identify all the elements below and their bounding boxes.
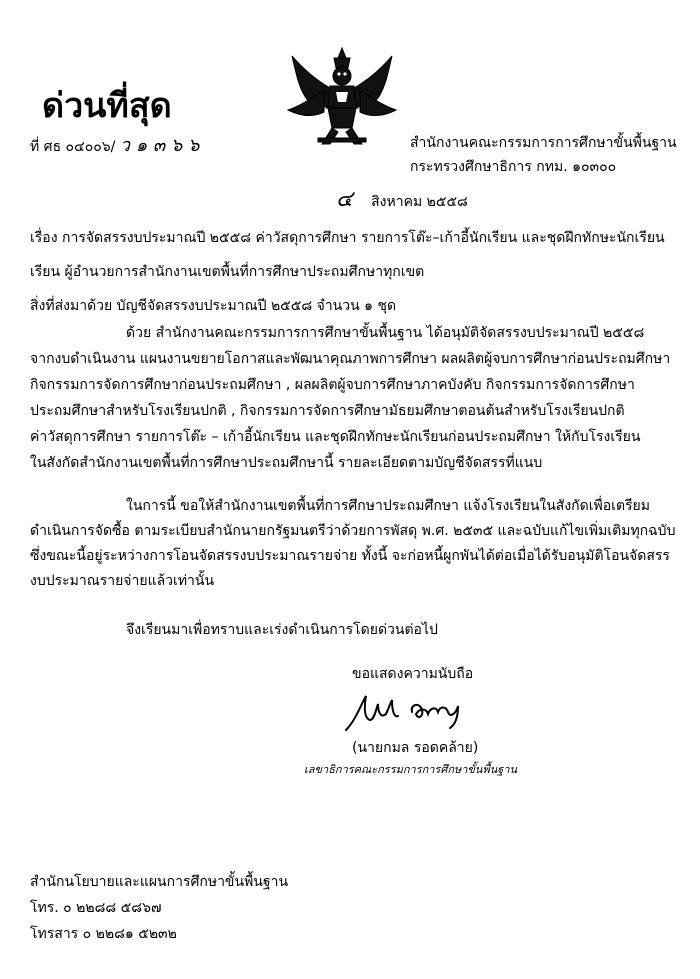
paragraph-line: ซึ่งขณะนี้อยู่ระหว่างการโอนจัดสรรงบประมาณรายจ่าย ทั้งนี้ จะก่อหนี้ผูกพันได้ต่อเมื่อได้รับอนุมัติโอนจัดสรร [30,548,670,564]
regards-line: ขอแสดงความนับถือ [352,666,474,682]
paragraph-line: ในสังกัดสำนักงานเขตพื้นที่การศึกษาประถมศึกษานี้ รายละเอียดตามบัญชีจัดสรรที่แนบ [30,455,543,471]
body-paragraph-1 [30,320,670,476]
paragraph-line: ดำเนินการจัดซื้อ ตามระเบียบสำนักนายกรัฐมนตรีว่าด้วยการพัสดุ พ.ศ. ๒๕๓๕ และฉบับแก้ไขเพิ่มเติมทุกฉบับ [30,523,676,539]
urgency-heading: ด่วนที่สุด [42,86,172,126]
document-number-handwritten: ว ๑ ๓ ๖ ๖ [119,135,200,156]
date-day-handwritten: ๔ [336,187,353,212]
letter-date [336,187,468,212]
document-number-prefix: ที่ ศธ ๐๔๐๐๖/ [30,139,116,155]
footer-telephone: โทร. ๐ ๒๒๘๘ ๕๘๖๗ [30,900,162,916]
paragraph-line: ด้วย สำนักงานคณะกรรมการการศึกษาขั้นพื้นฐาน ได้อนุมัติจัดสรรงบประมาณปี ๒๕๕๘ [126,325,645,341]
signer-name: (นายกมล รอดคล้าย) [352,740,479,756]
paragraph-line: ค่าวัสดุการศึกษา รายการโต๊ะ – เก้าอี้นักเรียน และชุดฝึกทักษะนักเรียนก่อนประถมศึกษา ให้กับโรงเรียน [30,429,641,445]
recipient-line: เรียน ผู้อำนวยการสำนักงานเขตพื้นที่การศึกษาประถมศึกษาทุกเขต [30,264,425,280]
enclosure-line: สิ่งที่ส่งมาด้วย บัญชีจัดสรรงบประมาณปี ๒๕๕๘ จำนวน ๑ ชุด [30,298,397,314]
signer-title: เลขาธิการคณะกรรมการการศึกษาขั้นพื้นฐาน [304,763,517,776]
signature-graphic [340,690,490,734]
subject-line: เรื่อง การจัดสรรงบประมาณปี ๒๕๕๘ ค่าวัสดุการศึกษา รายการโต๊ะ–เก้าอี้นักเรียน และชุดฝึกทักษะนักเรียน [30,230,665,246]
handwritten-signature [340,690,490,738]
body-paragraph-2 [30,494,676,594]
closing-line: จึงเรียนมาเพื่อทราบและเร่งดำเนินการโดยด่วนต่อไป [126,622,438,638]
paragraph-line: กิจกรรมการจัดการศึกษาก่อนประถมศึกษา , ผลผลิตผู้จบการศึกษาภาคบังคับ กิจกรรมการจัดการศึกษา [30,377,635,393]
garuda-emblem-graphic [282,46,402,150]
document-number [30,136,199,157]
paragraph-line: ในการนี้ ขอให้สำนักงานเขตพื้นที่การศึกษาประถมศึกษา แจ้งโรงเรียนในสังกัดเพื่อเตรียม [126,498,650,514]
garuda-emblem [282,46,402,154]
issuing-agency: สำนักงานคณะกรรมการการศึกษาขั้นพื้นฐาน [410,135,677,151]
paragraph-line: งบประมาณรายจ่ายแล้วเท่านั้น [30,573,215,589]
ministry-address: กระทรวงศึกษาธิการ กทม. ๑๐๓๐๐ [410,159,617,175]
footer-fax: โทรสาร ๐ ๒๒๘๑ ๕๒๓๒ [30,926,177,942]
date-month-year: สิงหาคม ๒๕๕๘ [371,194,468,210]
paragraph-line: จากงบดำเนินงาน แผนงานขยายโอกาสและพัฒนาคุณภาพการศึกษา ผลผลิตผู้จบการศึกษาก่อนประถมศึกษา [30,351,671,367]
paragraph-line: ประถมศึกษาสำหรับโรงเรียนปกติ , กิจกรรมการจัดการศึกษามัธยมศึกษาตอนต้นสำหรับโรงเรียนปกติ [30,403,625,419]
footer-office: สำนักนโยบายและแผนการศึกษาขั้นพื้นฐาน [30,874,289,890]
